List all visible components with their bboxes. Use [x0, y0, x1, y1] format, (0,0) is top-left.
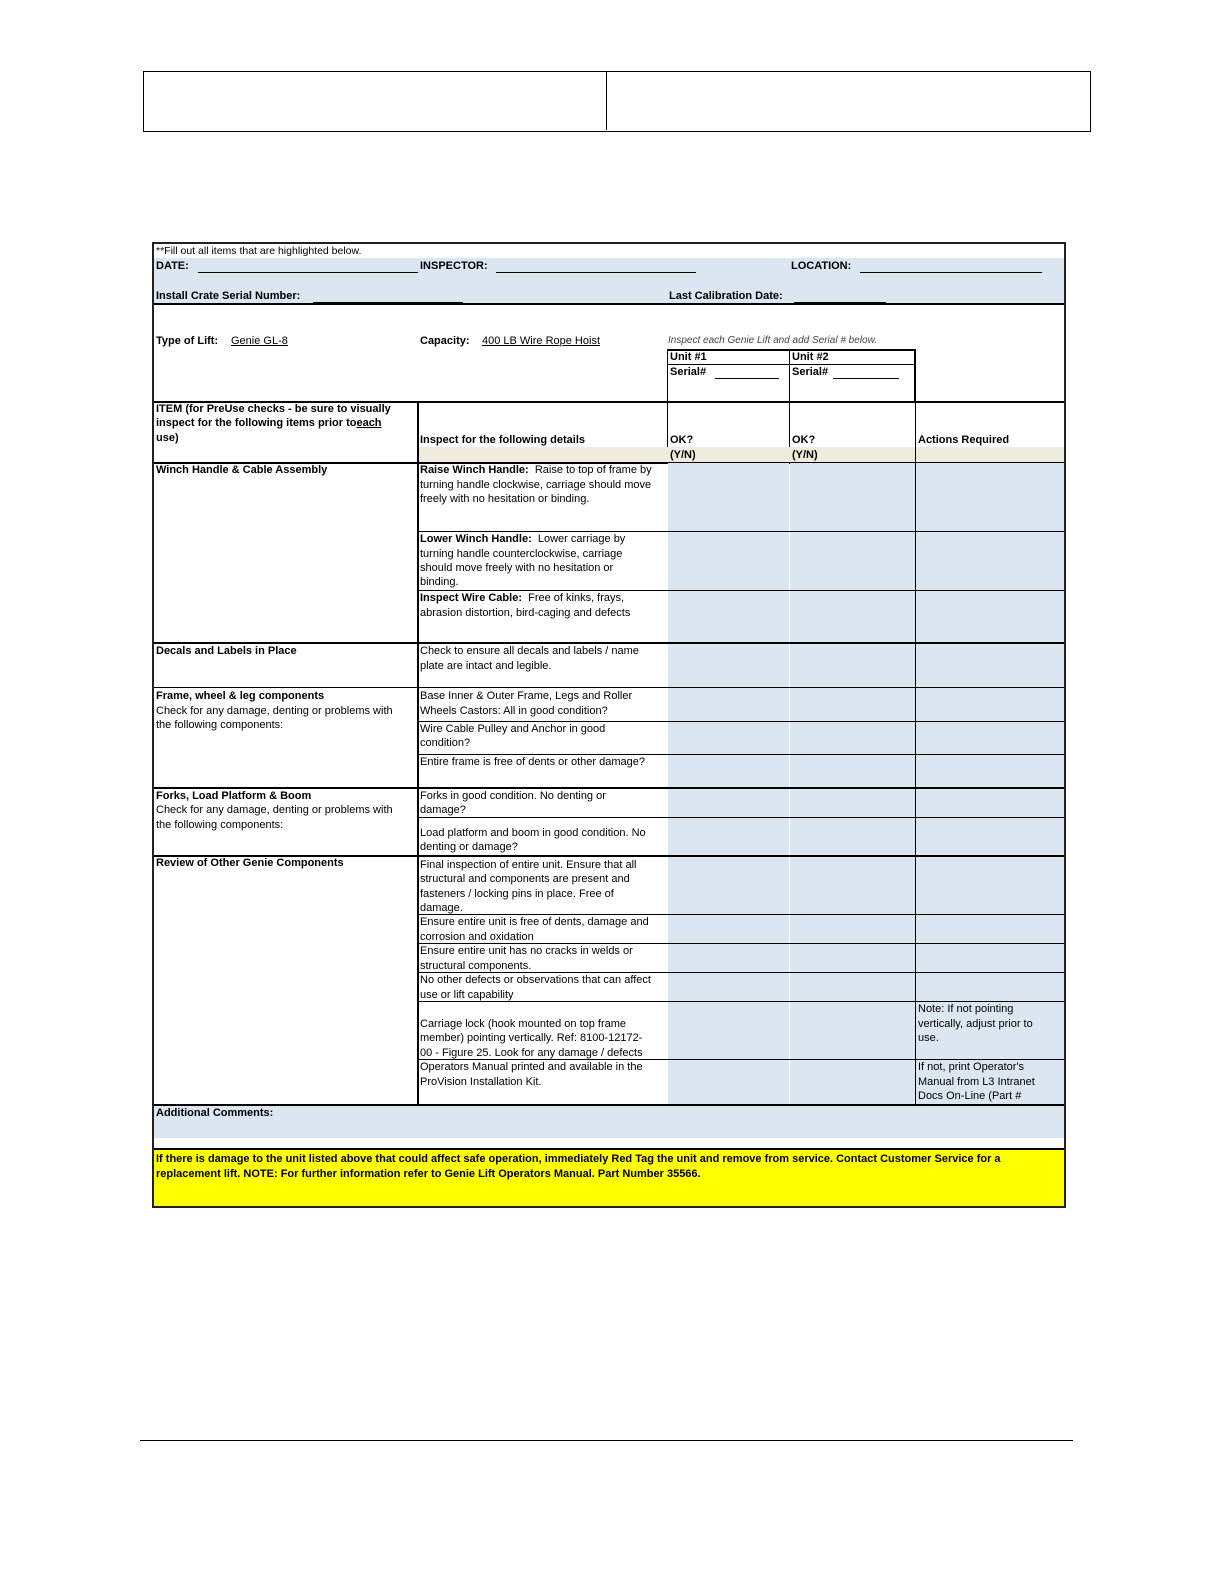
- item-header-line2: inspect for the following items prior toeach: [156, 417, 382, 429]
- defects-l1: No other defects or observations that can affect: [420, 974, 651, 986]
- defects-l2: use or lift capability: [420, 989, 514, 1001]
- lift-type-label: Type of Lift:: [156, 335, 219, 347]
- ok2-header: OK?: [792, 434, 816, 446]
- group-frame-title: Frame, wheel & leg components: [156, 690, 325, 702]
- date-field[interactable]: [198, 272, 418, 273]
- lock-l1: Carriage lock (hook mounted on top frame: [420, 1018, 627, 1030]
- pulley-l2: condition?: [420, 737, 471, 749]
- decals-l1: Check to ensure all decals and labels / name: [420, 645, 639, 657]
- unit1-label: Unit #1: [670, 351, 707, 363]
- base-frame-l2: Wheels Castors: All in good condition?: [420, 705, 608, 717]
- manual-note-l3: Docs On-Line (Part #: [918, 1090, 1022, 1102]
- unit2-label: Unit #2: [792, 351, 829, 363]
- raise-winch-l3: freely with no hesitation or binding.: [420, 493, 590, 505]
- calibration-label: Last Calibration Date:: [669, 290, 783, 302]
- item-header-line1: ITEM (for PreUse checks - be sure to visually: [156, 403, 391, 415]
- cracks-l2: structural components.: [420, 960, 532, 972]
- wire-cable-detail: Inspect Wire Cable: Free of kinks, frays,: [420, 592, 625, 604]
- ok1-header: OK?: [670, 434, 694, 446]
- forks-l1: Forks in good condition. No denting or: [420, 790, 606, 802]
- inspection-form: [152, 242, 1066, 1208]
- manual-l2: ProVision Installation Kit.: [420, 1076, 542, 1088]
- warning-line2: replacement lift. NOTE: For further information refer to Genie Lift Operators Manual. Part Number 35566.: [156, 1168, 701, 1180]
- additional-comments-field[interactable]: [154, 1106, 1064, 1138]
- item-header-each: each: [356, 417, 382, 429]
- group-forks-sub1: Check for any damage, denting or problems with: [156, 804, 393, 816]
- group-decals: Decals and Labels in Place: [156, 645, 297, 657]
- group-forks-sub2: the following components:: [156, 819, 284, 831]
- inspector-field[interactable]: [496, 272, 696, 273]
- header-right-cell[interactable]: [609, 72, 1089, 130]
- crate-serial-field[interactable]: [313, 302, 463, 303]
- serial2-field[interactable]: [833, 378, 899, 379]
- location-label: LOCATION:: [791, 260, 852, 272]
- fill-note: **Fill out all items that are highlighted below.: [156, 245, 362, 257]
- serial1-label: Serial#: [670, 366, 707, 378]
- date-label: DATE:: [156, 260, 189, 272]
- lift-type-value: Genie GL-8: [231, 335, 288, 347]
- entire-frame: Entire frame is free of dents or other damage?: [420, 756, 646, 768]
- item-header-line3: use): [156, 432, 179, 444]
- manual-note-l1: If not, print Operator's: [918, 1061, 1025, 1073]
- crate-serial-label: Install Crate Serial Number:: [156, 290, 301, 302]
- platform-l1: Load platform and boom in good condition. No: [420, 827, 646, 839]
- serial1-field[interactable]: [715, 378, 779, 379]
- final-l2: structural and components are present and: [420, 873, 630, 885]
- serial2-label: Serial#: [792, 366, 829, 378]
- manual-l1: Operators Manual printed and available in the: [420, 1061, 643, 1073]
- group-winch: Winch Handle & Cable Assembly: [156, 464, 328, 476]
- dents-l1: Ensure entire unit is free of dents, damage and: [420, 916, 649, 928]
- lock-l2: member) pointing vertically. Ref: 8100-12172-: [420, 1032, 643, 1044]
- platform-l2: denting or damage?: [420, 841, 518, 853]
- lock-note-l2: vertically, adjust prior to: [918, 1018, 1033, 1030]
- lower-winch-l2: turning handle counterclockwise, carriage: [420, 548, 623, 560]
- details-header: Inspect for the following details: [420, 434, 586, 446]
- group-forks-title: Forks, Load Platform & Boom: [156, 790, 312, 802]
- location-field[interactable]: [860, 272, 1042, 273]
- lower-winch-l4: binding.: [420, 576, 459, 588]
- group-frame-sub1: Check for any damage, denting or problems with: [156, 705, 393, 717]
- pulley-l1: Wire Cable Pulley and Anchor in good: [420, 723, 606, 735]
- lock-l3: 00 - Figure 25. Look for any damage / defects: [420, 1047, 643, 1059]
- forks-l2: damage?: [420, 804, 466, 816]
- calibration-field[interactable]: [794, 302, 886, 303]
- footer-rule: [140, 1440, 1073, 1441]
- final-l1: Final inspection of entire unit. Ensure that all: [420, 859, 637, 871]
- inspect-instruction: Inspect each Genie Lift and add Serial # below.: [668, 335, 878, 346]
- final-l4: damage.: [420, 902, 463, 914]
- ok2-header-sub: (Y/N): [792, 449, 818, 461]
- unit1-ok-column[interactable]: [668, 463, 789, 1105]
- inspector-label: INSPECTOR:: [420, 260, 488, 272]
- raise-winch-detail: Raise Winch Handle: Raise to top of frame by: [420, 464, 652, 476]
- warning-line1: If there is damage to the unit listed above that could affect safe operation, immediately Red Tag the unit and remove from service. Contact Customer Service for a: [156, 1153, 1001, 1165]
- header-bottom-shading: [417, 447, 1064, 462]
- header-left-cell[interactable]: [144, 72, 607, 130]
- lock-note-l3: use.: [918, 1032, 939, 1044]
- ok1-header-sub: (Y/N): [670, 449, 696, 461]
- group-review: Review of Other Genie Components: [156, 857, 344, 869]
- lower-winch-l3: should move freely with no hesitation or: [420, 562, 614, 574]
- decals-l2: plate are intact and legible.: [420, 660, 552, 672]
- actions-header: Actions Required: [918, 434, 1010, 446]
- capacity-label: Capacity:: [420, 335, 470, 347]
- manual-note-l2: Manual from L3 Intranet: [918, 1076, 1035, 1088]
- final-l3: fasteners / locking pins in place. Free of: [420, 888, 614, 900]
- raise-winch-l2: turning handle clockwise, carriage should move: [420, 479, 652, 491]
- base-frame-l1: Base Inner & Outer Frame, Legs and Roller: [420, 690, 633, 702]
- unit2-ok-column[interactable]: [790, 463, 915, 1105]
- wire-cable-l2: abrasion distortion, bird-caging and defects: [420, 607, 631, 619]
- lower-winch-detail: Lower Winch Handle: Lower carriage by: [420, 533, 626, 545]
- dents-l2: corrosion and oxidation: [420, 931, 534, 943]
- capacity-value: 400 LB Wire Rope Hoist: [482, 335, 600, 347]
- cracks-l1: Ensure entire unit has no cracks in welds or: [420, 945, 633, 957]
- lock-note-l1: Note: If not pointing: [918, 1003, 1014, 1015]
- group-frame-sub2: the following components:: [156, 719, 284, 731]
- additional-comments-label: Additional Comments:: [156, 1107, 274, 1119]
- header-box: [143, 71, 1091, 132]
